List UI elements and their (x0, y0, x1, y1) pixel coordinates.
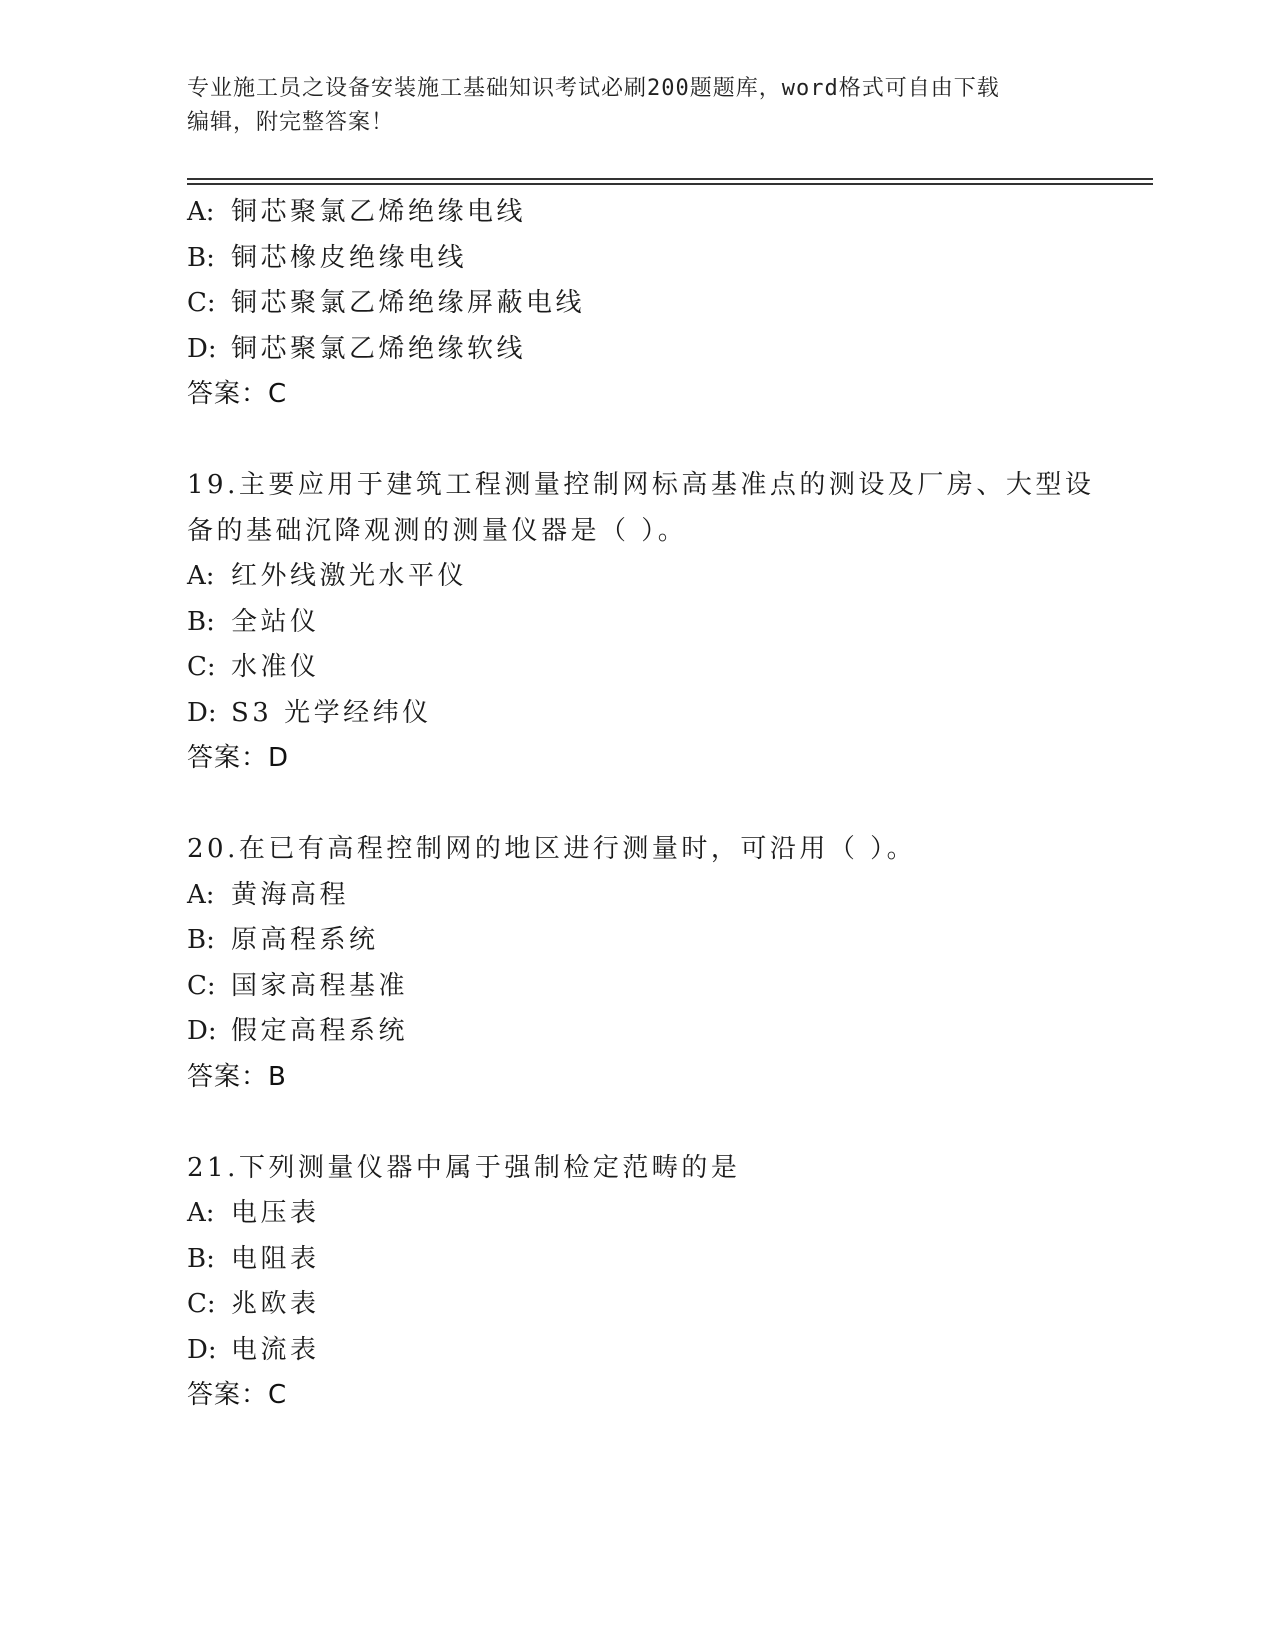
option-label: D: (187, 1334, 217, 1365)
answer-line: 答案：C (187, 1380, 288, 1410)
spacer (187, 418, 1107, 464)
option-text: 全站仪 (231, 606, 320, 637)
option-label: C: (187, 1289, 216, 1319)
option-label: C: (187, 652, 216, 682)
option-d (187, 691, 1107, 737)
option-label: B: (187, 242, 215, 273)
option-c (187, 964, 1107, 1010)
option-text: 铜芯橡皮绝缘电线 (231, 242, 468, 273)
option-c (187, 645, 1107, 691)
option-label: A: (187, 879, 215, 910)
option-a (187, 873, 1107, 919)
option-text: 水准仪 (231, 652, 320, 682)
option-c (187, 1282, 1107, 1328)
option-text: 兆欧表 (231, 1289, 320, 1319)
option-label: A: (187, 1198, 215, 1228)
header-divider-top (187, 178, 1153, 180)
question-21 (187, 1146, 1107, 1419)
question-stem-line-2: 备的基础沉降观测的测量仪器是（ ）。 (187, 515, 688, 546)
answer-line: 答案：B (187, 1061, 287, 1092)
option-text: 红外线激光水平仪 (231, 561, 468, 591)
spacer (187, 1100, 1107, 1146)
option-label: B: (187, 925, 215, 955)
option-label: C: (187, 288, 216, 318)
option-a (187, 190, 1107, 236)
question-stem-line-1: 21.下列测量仪器中属于强制检定范畴的是 (187, 1152, 741, 1183)
option-text: 国家高程基准 (231, 970, 409, 1001)
option-label: D: (187, 697, 217, 728)
option-text: 电流表 (231, 1334, 320, 1365)
option-text: 原高程系统 (231, 925, 379, 955)
option-label: A: (187, 561, 215, 591)
option-label: D: (187, 333, 217, 364)
option-b (187, 600, 1107, 646)
option-c (187, 281, 1107, 327)
question-20 (187, 827, 1107, 1100)
option-text: 电阻表 (231, 1243, 320, 1274)
option-a (187, 1191, 1107, 1237)
option-text: 铜芯聚氯乙烯绝缘软线 (231, 333, 527, 364)
option-a (187, 554, 1107, 600)
option-d (187, 1328, 1107, 1374)
option-text: 电压表 (231, 1198, 320, 1228)
option-text: S3 光学经纬仪 (231, 697, 432, 728)
question-stem-line-1: 20.在已有高程控制网的地区进行测量时，可沿用（ ）。 (187, 834, 917, 864)
option-text: 铜芯聚氯乙烯绝缘屏蔽电线 (231, 288, 586, 318)
header-divider-bottom (187, 183, 1153, 185)
option-label: D: (187, 1016, 217, 1046)
option-b (187, 1237, 1107, 1283)
option-label: B: (187, 1243, 215, 1274)
option-b (187, 918, 1107, 964)
answer-line: 答案：C (187, 379, 288, 409)
option-label: B: (187, 606, 215, 637)
option-d (187, 1009, 1107, 1055)
option-b (187, 236, 1107, 282)
header-title-line-1: 专业施工员之设备安装施工基础知识考试必刷200题题库，word格式可自由下载 (187, 76, 1000, 101)
answer-line: 答案：D (187, 743, 290, 773)
question-stem-line-1: 19.主要应用于建筑工程测量控制网标高基准点的测设及厂房、大型设 (187, 470, 1095, 500)
question-18 (187, 190, 1107, 418)
option-text: 假定高程系统 (231, 1016, 409, 1046)
question-list (187, 190, 1107, 1419)
option-text: 黄海高程 (231, 879, 350, 910)
document-header (187, 72, 1087, 140)
header-title-line-2: 编辑，附完整答案！ (187, 110, 395, 135)
spacer (187, 782, 1107, 828)
option-text: 铜芯聚氯乙烯绝缘电线 (231, 197, 527, 227)
option-d (187, 327, 1107, 373)
option-label: A: (187, 197, 215, 227)
question-19 (187, 463, 1107, 782)
option-label: C: (187, 970, 216, 1001)
